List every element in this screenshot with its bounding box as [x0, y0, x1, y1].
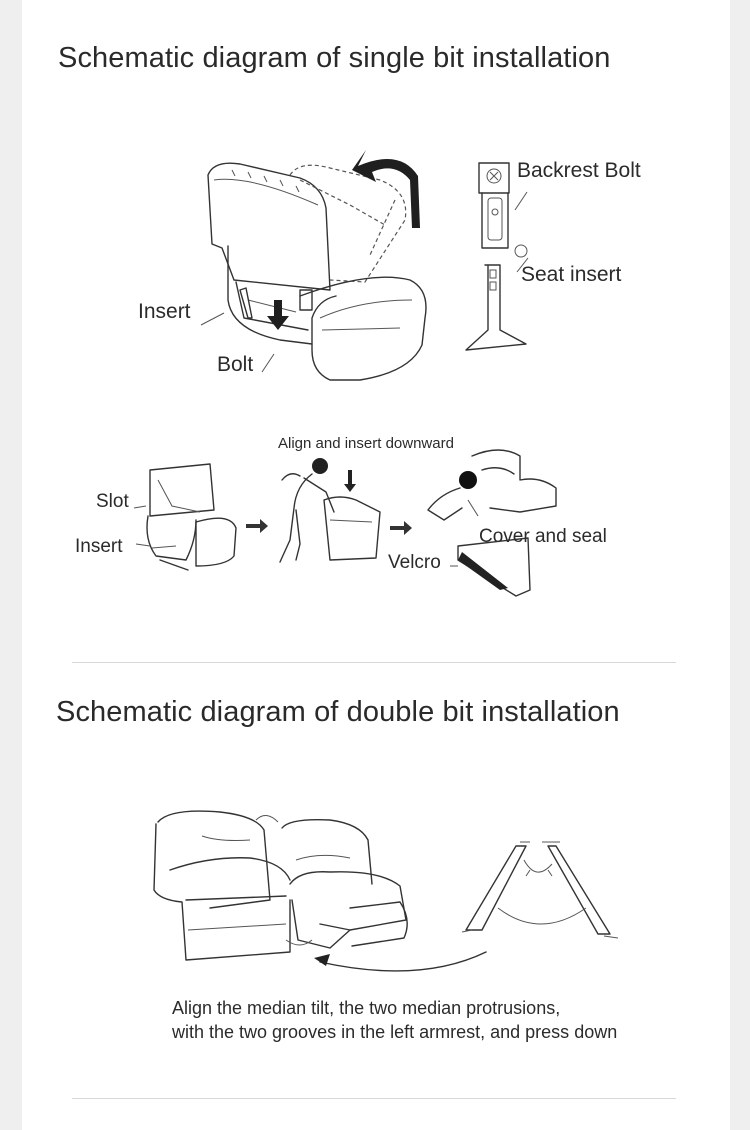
- label-velcro: Velcro: [388, 552, 441, 573]
- bottom-divider: [72, 1098, 676, 1099]
- label-bolt: Bolt: [217, 353, 254, 376]
- single-recliner-diagram: [0, 0, 750, 400]
- label-seat-insert: Seat insert: [521, 263, 622, 286]
- label-slot: Slot: [96, 491, 129, 512]
- section-divider: [72, 662, 676, 663]
- double-caption-line2: with the two grooves in the left armrest, and press down: [172, 1022, 618, 1042]
- label-insert: Insert: [138, 300, 191, 323]
- single-install-title: Schematic diagram of single bit installation: [58, 42, 611, 74]
- label-backrest-bolt: Backrest Bolt: [517, 159, 641, 182]
- label-step-insert: Insert: [75, 536, 123, 557]
- double-caption-line1: Align the median tilt, the two median protrusions,: [172, 998, 561, 1018]
- label-cover-seal: Cover and seal: [479, 526, 607, 547]
- label-align-insert: Align and insert downward: [278, 435, 454, 452]
- double-install-title: Schematic diagram of double bit installation: [56, 696, 620, 728]
